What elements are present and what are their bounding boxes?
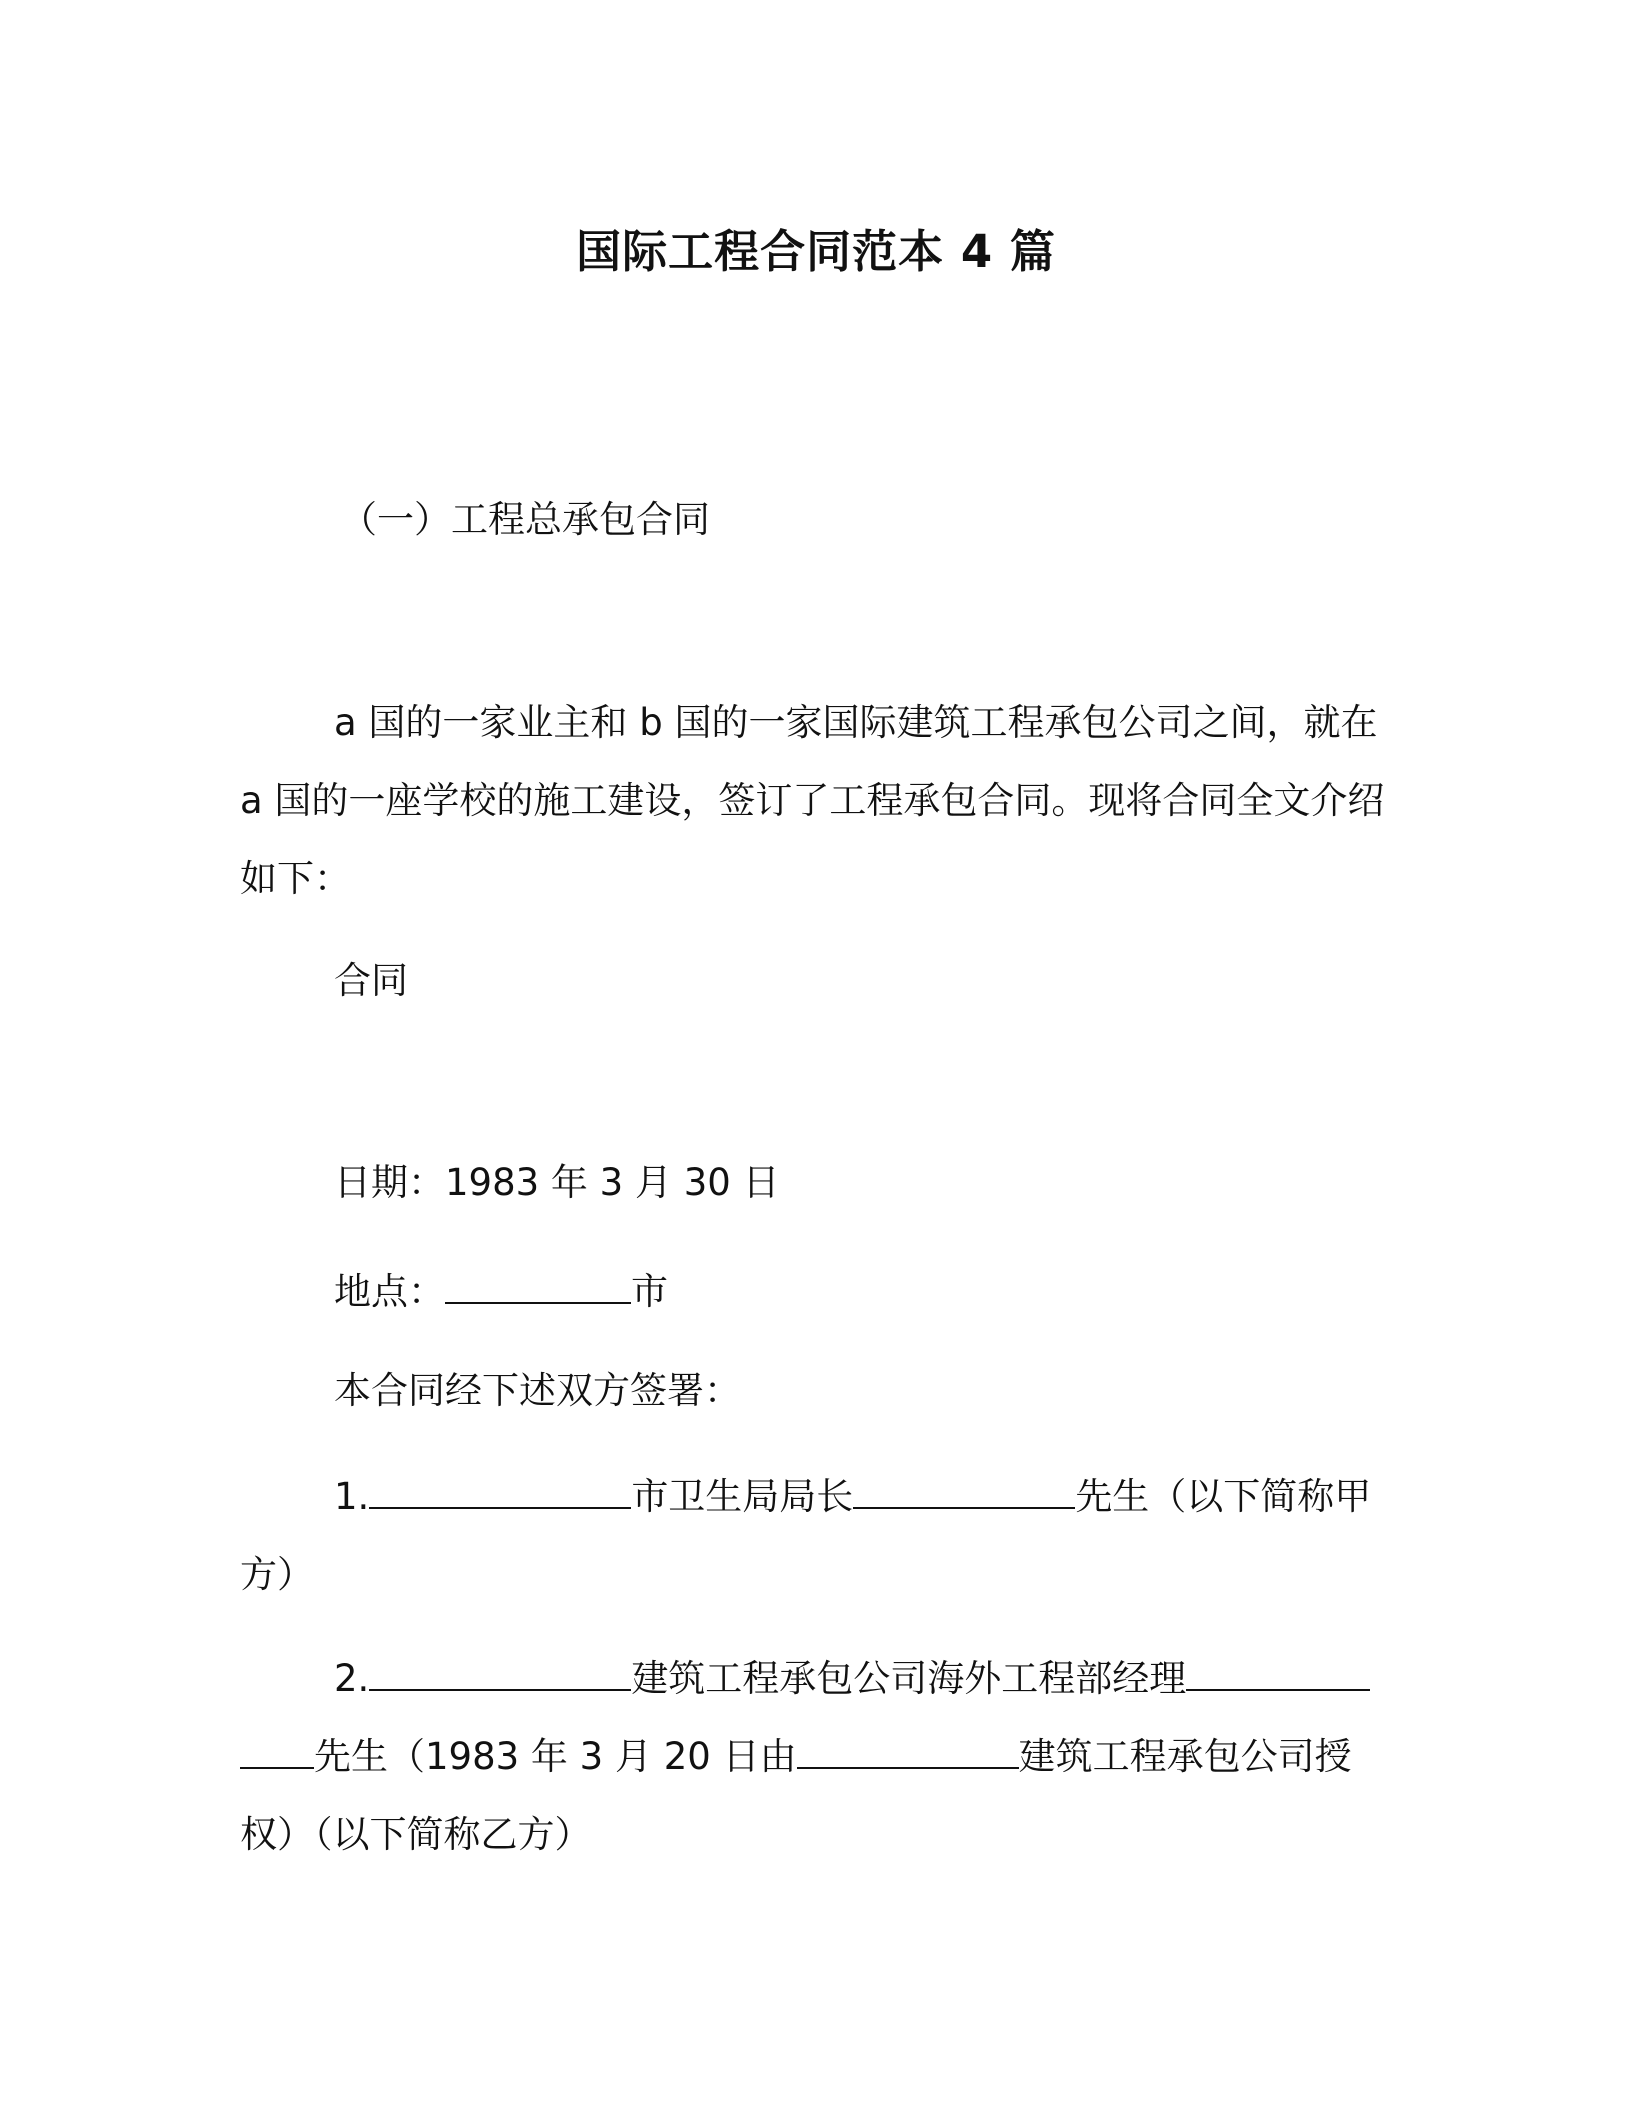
contract-label: 合同 (334, 959, 408, 1002)
party1-line (240, 1458, 1390, 1614)
party2-company-blank (369, 1649, 631, 1691)
party2-line (240, 1640, 1390, 1874)
party1-name-blank (853, 1467, 1075, 1509)
party2-number: 2. (334, 1657, 370, 1700)
party2-suffix1: 先生（1983 年 3 月 20 日由 (314, 1735, 797, 1778)
party1-suffix: 先生（以下简称甲方） (240, 1475, 1372, 1596)
party2-name-blank-b (240, 1727, 314, 1769)
section-heading: （一）工程总承包合同 (340, 498, 710, 541)
party1-city-blank (369, 1467, 631, 1509)
place-line (334, 1262, 668, 1318)
party2-name-blank-a (1186, 1649, 1370, 1691)
party2-title: 建筑工程承包公司海外工程部经理 (631, 1657, 1187, 1700)
party2-suffix2: 建筑工程承包公司授权）（以下简称乙方） (240, 1735, 1352, 1856)
party1-number: 1. (334, 1475, 370, 1518)
signing-intro: 本合同经下述双方签署： (334, 1369, 741, 1412)
place-blank (445, 1262, 631, 1304)
place-prefix: 地点： (334, 1270, 445, 1313)
place-suffix: 市 (631, 1270, 668, 1313)
party1-title: 市卫生局局长 (631, 1475, 854, 1518)
date-line: 日期：1983 年 3 月 30 日 (334, 1161, 780, 1204)
party2-authorizer-blank (797, 1727, 1019, 1769)
intro-paragraph: a 国的一家业主和 b 国的一家国际建筑工程承包公司之间，就在 a 国的一座学校的施工建设，签订了工程承包合同。现将合同全文介绍如下： (240, 701, 1385, 900)
document-title: 国际工程合同范本 4 篇 (576, 225, 1056, 278)
